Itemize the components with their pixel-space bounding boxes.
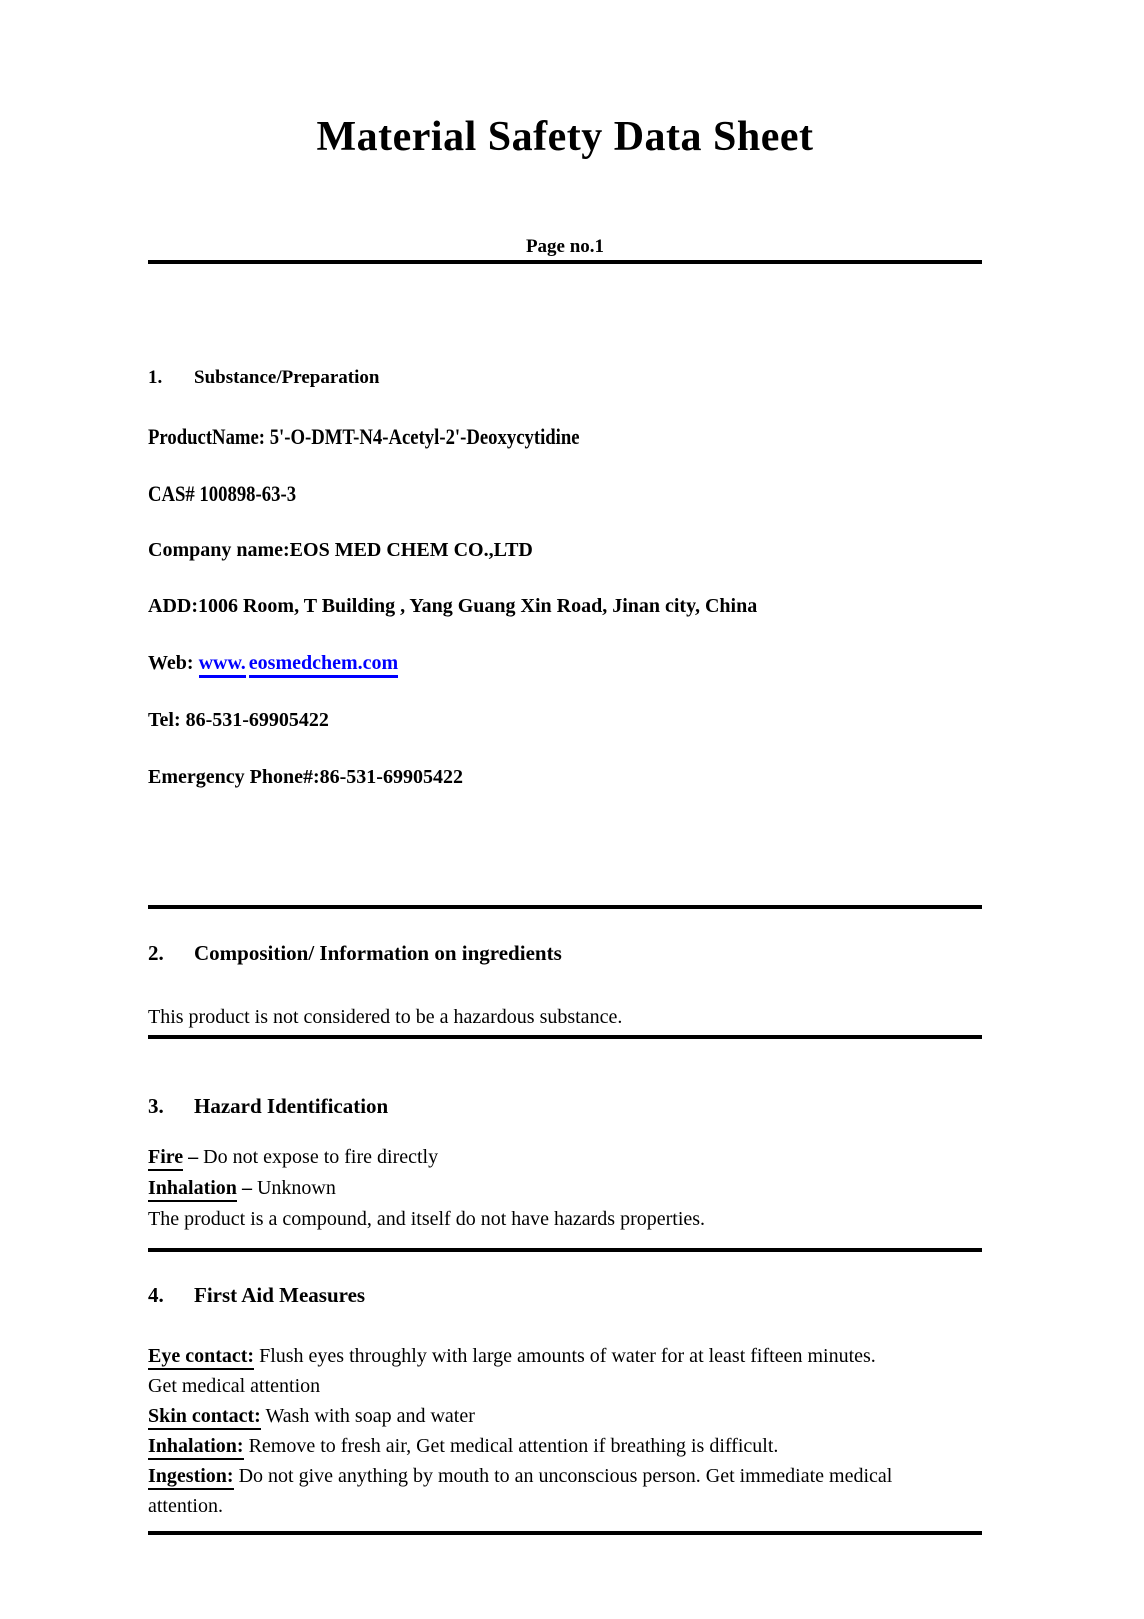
inhalation-dash: – [241,1177,252,1199]
eye-contact-label: Eye contact: [148,1345,254,1370]
divider-section-2 [148,1035,982,1039]
divider-section-1 [148,905,982,909]
section-2-title: Composition/ Information on ingredients [194,941,562,965]
section-1-title: Substance/Preparation [194,367,380,388]
fire-text: Do not expose to fire directly [203,1146,439,1168]
composition-statement: This product is not considered to be a hazardous substance. [148,1006,623,1028]
divider-footer [148,1531,982,1535]
section-3-heading [148,1094,388,1118]
ingestion-text: Do not give anything by mouth to an unconscious person. Get immediate medical [238,1465,893,1487]
divider-section-3 [148,1248,982,1252]
section-3-number: 3. [148,1094,164,1118]
inhalation-hazard-line [148,1177,336,1200]
product-name-line: ProductName: 5'-O-DMT-N4-Acetyl-2'-Deoxycytidine [148,424,580,449]
skin-contact-line [148,1405,475,1428]
skin-contact-text: Wash with soap and water [265,1405,475,1427]
emergency-phone-line: Emergency Phone#:86-531-69905422 [148,766,463,788]
address-line: ADD:1006 Room, T Building , Yang Guang Xin Road, Jinan city, China [148,595,758,617]
inhalation-firstaid-line [148,1435,778,1458]
web-label: Web: [148,652,194,674]
divider-header [148,260,982,264]
web-line [148,652,398,675]
ingestion-line-2: attention. [148,1495,223,1517]
inhalation-hazard-label: Inhalation [148,1177,237,1202]
section-2-heading [148,941,562,965]
document-title: Material Safety Data Sheet [316,114,814,160]
eye-contact-line [148,1345,876,1368]
inhalation-firstaid-text: Remove to fresh air, Get medical attention if breathing is difficult. [248,1435,779,1457]
website-link-domain[interactable]: eosmedchem.com [249,652,398,678]
tel-line: Tel: 86-531-69905422 [148,709,329,731]
section-1-heading [148,367,379,389]
website-link[interactable] [199,652,399,674]
fire-hazard-line [148,1146,438,1169]
skin-contact-label: Skin contact: [148,1405,261,1430]
section-1-number: 1. [148,367,163,388]
ingestion-line [148,1465,892,1488]
eye-contact-text: Flush eyes throughly with large amounts of water for at least fifteen minutes. [259,1345,876,1367]
website-link-www[interactable]: www. [199,652,246,678]
section-2-number: 2. [148,941,164,965]
section-3-title: Hazard Identification [194,1094,389,1118]
section-4-title: First Aid Measures [194,1283,366,1307]
inhalation-hazard-text: Unknown [256,1177,336,1199]
hazard-statement: The product is a compound, and itself do not have hazards properties. [148,1208,706,1230]
inhalation-firstaid-label: Inhalation: [148,1435,244,1460]
section-4-number: 4. [148,1283,164,1307]
cas-number-line: CAS# 100898-63-3 [148,481,297,506]
ingestion-label: Ingestion: [148,1465,234,1490]
fire-label: Fire [148,1146,183,1171]
fire-dash: – [188,1146,199,1168]
eye-contact-line-2: Get medical attention [148,1375,321,1397]
section-4-heading [148,1283,365,1307]
page-number: Page no.1 [525,236,605,257]
company-name-line: Company name:EOS MED CHEM CO.,LTD [148,539,533,561]
